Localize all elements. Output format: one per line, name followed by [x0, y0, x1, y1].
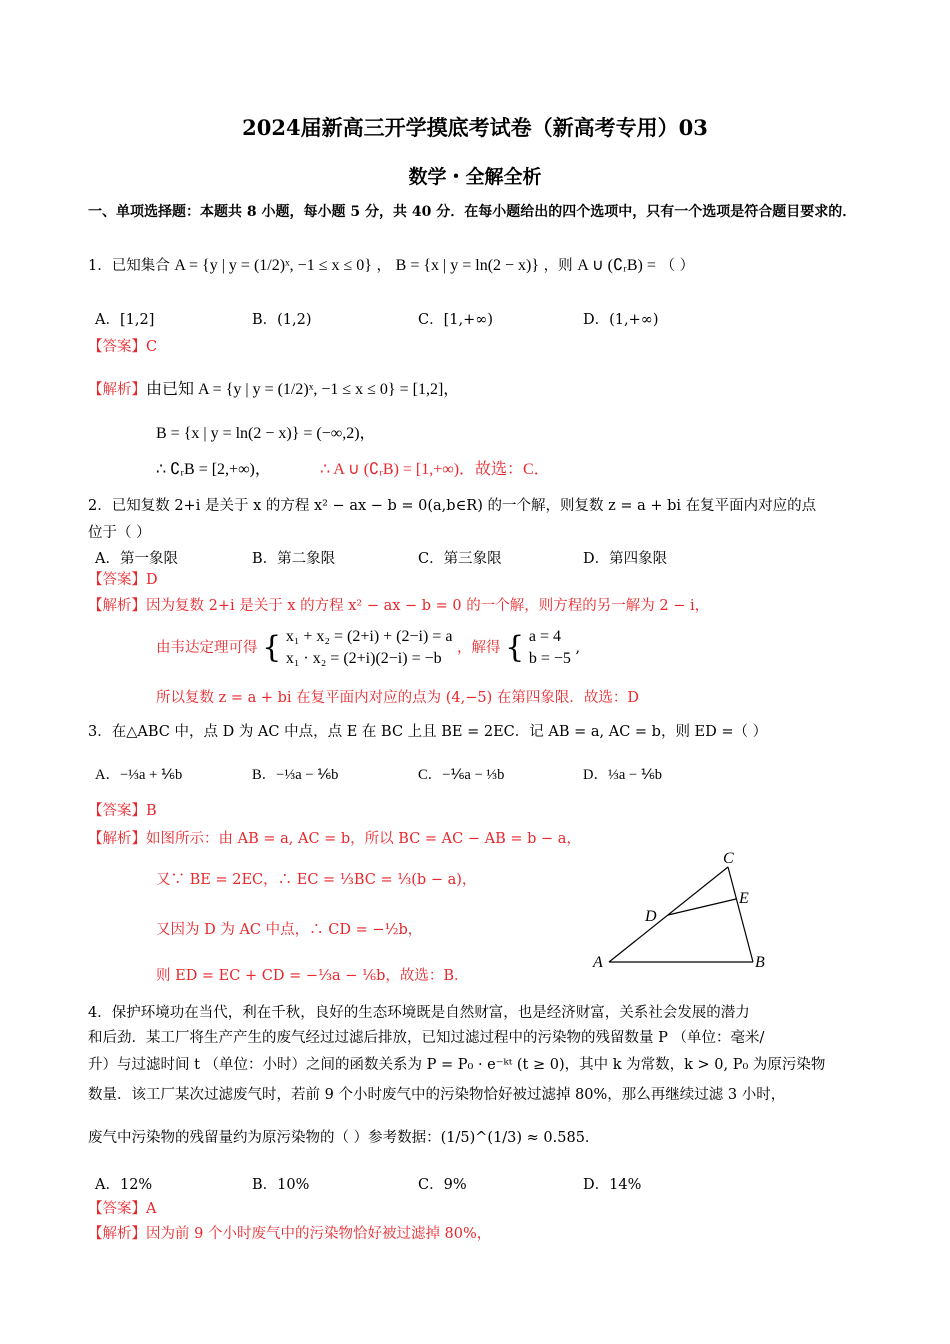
q4-option-d: D．14%	[583, 1177, 642, 1193]
q3-option-a: A．−⅓a + ⅙b	[95, 767, 183, 783]
page-subtitle: 数学・全解全析	[408, 166, 542, 188]
q2-stem-1: 2．已知复数 2+i 是关于 x 的方程 x² − ax − b = 0(a,b∈R) 的一个解，则复数 z = a + bi 在复平面内对应的点	[88, 498, 817, 514]
q2-option-d: D．第四象限	[583, 551, 668, 567]
q2-option-c: C．第三象限	[418, 551, 502, 567]
q3-analysis-4: 则 ED = EC + CD = −⅓a − ⅙b，故选：B．	[156, 968, 469, 984]
point-d-label: D	[645, 908, 657, 925]
q4-answer: 【答案】A	[88, 1201, 157, 1217]
q1-set-b: B = {x | y = ln(2 − x)}	[395, 257, 540, 274]
q1-option-a: A．[1,2]	[95, 312, 155, 328]
q2-vieta-eq-1: x₁ + x₂ = (2+i) + (2−i) = a	[285, 628, 453, 645]
q2-option-b: B．第二象限	[252, 551, 336, 567]
q2-stem-2: 位于（ ）	[88, 525, 151, 541]
q4-option-a: A．12%	[95, 1177, 153, 1193]
q1-option-c: C．[1,+∞)	[418, 312, 493, 328]
segment-bc	[728, 867, 753, 962]
q3-analysis-2: 又∵ BE = 2EC，∴ EC = ⅓BC = ⅓(b − a)，	[156, 872, 477, 888]
q4-line-3: 升）与过滤时间 t （单位：小时）之间的函数关系为 P = P₀ · e⁻ᵏᵗ (t ≥ 0)，其中 k 为常数，k > 0, P₀ 为原污染物	[88, 1057, 826, 1073]
q3-option-b: B．−⅓a − ⅙b	[252, 767, 339, 783]
section-heading: 一、单项选择题：本题共 8 小题，每小题 5 分，共 40 分．在每小题给出的四个选项中，只有一个选项是符合题目要求的．	[88, 204, 857, 220]
point-e-label: E	[739, 890, 749, 907]
q4-line-4: 数量．该工厂某次过滤废气时，若前 9 个小时废气中的污染物恰好被过滤掉 80%，那么再继续过滤 3 小时，	[88, 1087, 786, 1103]
vertex-a-label: A	[593, 954, 603, 971]
q2-solution-b: b = −5	[528, 650, 571, 667]
q2-vieta-eq-2: x₁ · x₂ = (2+i)(2−i) = −b	[285, 650, 442, 667]
vertex-c-label: C	[723, 850, 734, 867]
q2-answer: 【答案】D	[88, 572, 158, 588]
q3-stem: 3．在△ABC 中，点 D 为 AC 中点，点 E 在 BC 上且 BE = 2EC．记 AB = a, AC = b，则 ED =（ ）	[88, 724, 768, 740]
q4-line-5: 废气中污染物的残留量约为原污染物的（ ）参考数据：(1/5)^(1/3) ≈ 0.585．	[88, 1130, 600, 1146]
q1-stem: 1．已知集合 A = {y | y = (1/2)ˣ, −1 ≤ x ≤ 0} ， B = {x | y = ln(2 − x)} ，则 A ∪ (∁ᵣB) = （ ）	[88, 257, 695, 274]
q3-option-c: C．−⅙a − ⅓b	[418, 767, 505, 783]
q4-option-b: B．10%	[252, 1177, 310, 1193]
q2-analysis-2: 由韦达定理可得 { x₁ + x₂ = (2+i) + (2−i) = a x₁ · x₂ = (2+i)(2−i) = −b ，解得 { a = 4 b = −5 ,	[156, 626, 580, 668]
q1-set-a: A = {y | y = (1/2)ˣ, −1 ≤ x ≤ 0}	[174, 257, 372, 274]
page-title: 2024届新高三开学摸底考试卷（新高考专用）03	[242, 115, 708, 140]
q3-answer: 【答案】B	[88, 803, 157, 819]
q2-option-a: A．第一象限	[95, 551, 178, 567]
q4-option-c: C．9%	[418, 1177, 467, 1193]
q3-analysis-3: 又因为 D 为 AC 中点，∴ CD = −½b，	[156, 922, 423, 938]
q1-option-d: D．(1,+∞)	[583, 312, 659, 328]
q1-analysis-1: 【解析】由已知 A = {y | y = (1/2)ˣ, −1 ≤ x ≤ 0} = [1,2]，	[88, 381, 460, 398]
q4-analysis-1: 【解析】因为前 9 个小时废气中的污染物恰好被过滤掉 80%，	[88, 1226, 492, 1242]
q4-line-1: 4．保护环境功在当代，利在千秋，良好的生态环境既是自然财富，也是经济财富，关系社会发展的潜力	[88, 1005, 750, 1021]
q1-analysis-2: B = {x | y = ln(2 − x)} = (−∞,2)，	[156, 425, 376, 442]
q1-answer: 【答案】C	[88, 339, 158, 355]
q2-analysis-1: 【解析】因为复数 2+i 是关于 x 的方程 x² − ax − b = 0 的一个解，则方程的另一解为 2 − i，	[88, 598, 710, 614]
q1-expr: A ∪ (∁ᵣB) =	[577, 257, 656, 274]
q1-option-b: B．(1,2)	[252, 312, 312, 328]
q2-analysis-3: 所以复数 z = a + bi 在复平面内对应的点为 (4,−5) 在第四象限．故选：D	[156, 690, 640, 706]
vertex-b-label: B	[755, 954, 765, 971]
q3-analysis-1: 【解析】如图所示：由 AB = a, AC = b，所以 BC = AC − AB = b − a，	[88, 831, 581, 847]
q3-triangle-figure	[585, 845, 775, 975]
q2-solution-a: a = 4	[528, 628, 561, 645]
q1-analysis-3: ∴ ∁ᵣB = [2,+∞)， ∴ A ∪ (∁ᵣB) = [1,+∞)．故选：C．	[156, 461, 550, 478]
q3-option-d: D．⅓a − ⅙b	[583, 767, 663, 783]
q4-line-2: 和后劲．某工厂将生产产生的废气经过过滤后排放，已知过滤过程中的污染物的残留数量 P （单位：毫米/	[88, 1030, 765, 1046]
